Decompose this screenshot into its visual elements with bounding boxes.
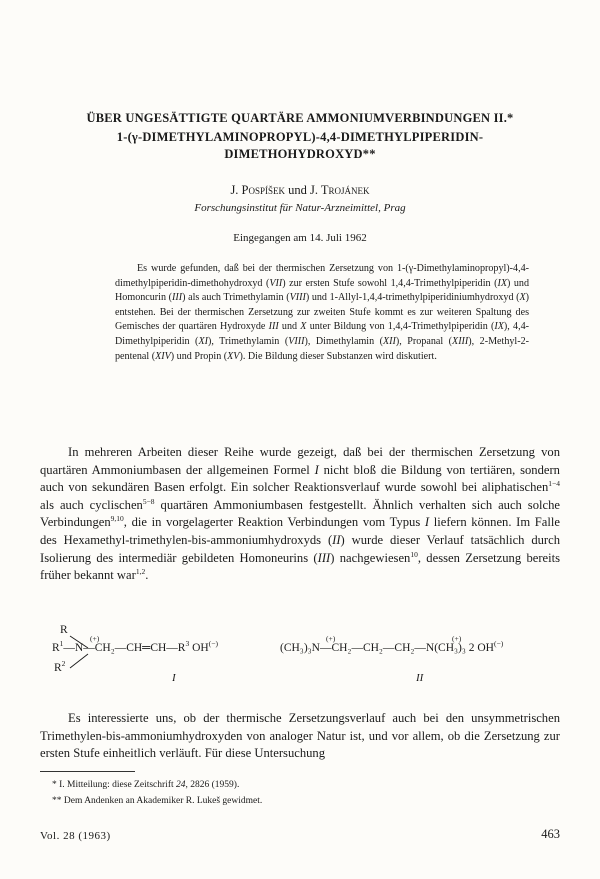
formula-II-label: II: [416, 672, 424, 684]
page-number: 463: [541, 827, 560, 841]
received-date: Eingegangen am 14. Juli 1962: [233, 232, 367, 244]
abstract: Es wurde gefunden, daß bei der thermischen Zersetzung von 1-(γ-Dimethylaminopropyl)-4,4-dimethylpiperidin-dimethohydroxyd (VII) zur ersten Stufe sowohl 1,4,4-Trimethylpiperidin (IX) und Homoncurin (III) als auch Trimethylamin (VIII) und 1-Allyl-1,4,4-trimethylpiperidiniumhydroxyd (X) entstehen. Bei der thermischen Zersetzung zur zweiten Stufe kommt es zur weiteren Spaltung des Gemisches der quartären Hydroxyde III und X unter Bildung von 1,4,4-Trimethylpiperidin (IX), 4,4-Dimethylpiperidin (XI), Trimethylamin (VIII), Dimethylamin (XII), Propanal (XIII), 2-Methyl-2-pentenal (XIV) und Propin (XV). Die Bildung dieser Substanzen wird diskutiert.: [115, 263, 530, 362]
structural-formulas: [52, 622, 572, 692]
article-title-line1: ÜBER UNGESÄTTIGTE QUARTÄRE AMMONIUMVERBINDUNGEN II.*: [86, 111, 514, 125]
footnote-1: * I. Mitteilung: diese Zeitschrift 24, 2826 (1959).: [52, 780, 240, 790]
formula-I-R: R: [60, 624, 68, 636]
formula-I-R2: $R^2$: [54, 659, 66, 674]
formula-I-label: I: [172, 672, 176, 684]
formula-I-bonds: [66, 630, 96, 674]
formula-II-main: (CH₃)₃N—CH₂—CH₂—CH₂—N(CH₃)₃ 2 OH(−): [280, 639, 504, 654]
footnote-divider: [40, 771, 135, 772]
body-paragraph-2: Es interessierte uns, ob der thermische Zersetzungsverlauf auch bei den unsymmetrischen Trimethylen-bis-ammoniumhydroxyden von analoger Natur ist, und vor allem, ob die Zersetzung zur ersten Stufe einheitlich verläuft. Für diese Untersuchung: [40, 711, 560, 761]
article-title-line2b: DIMETHOHYDROXYD**: [224, 147, 376, 161]
author-2: J. Trojánek: [310, 183, 370, 197]
formula-II-charge-2: (+): [452, 634, 462, 643]
formula-I-main: $R^1—N—CH_2—CH═CH—R^3$ OH(−): [52, 639, 218, 654]
article-title-line2a: 1-(γ-DIMETHYLAMINOPROPYL)-4,4-DIMETHYLPIPERIDIN-: [116, 130, 484, 144]
formula-II-charge-1: (+): [326, 634, 336, 643]
author-1: J. Pospíšek: [230, 183, 286, 197]
body-paragraph-1: In mehreren Arbeiten dieser Reihe wurde gezeigt, daß bei der thermischen Zersetzung von quartären Ammoniumbasen der allgemeinen Formel I nicht bloß die Bildung von tertiären, sondern auch von sekundären Basen erfolgt. Ein solcher Reaktionsverlauf wurde sowohl bei aliphatischen$^{1-4}$ als auch cyclischen$^{5-8}$ quartären Ammoniumbasen festgestellt. Ähnlich verhalten sich auch solche Verbindungen$^{9,10}$, die in vorgelagerter Reaktion Verbindungen vom Typus I liefern können. Im Falle des Hexamethyl-trimethylen-bis-ammoniumhydroxyds (II) wurde dieser Verlauf tatsächlich durch Isolierung des intermediär gebildeten Homoneurins (III) nachgewiesen$^{10}$, dessen Zersetzung bereits früher bekannt war$^{1,2}$.: [40, 445, 561, 583]
volume-info: Vol. 28 (1963): [40, 830, 111, 842]
institution: Forschungsinstitut für Natur-Arzneimittel, Prag: [194, 202, 406, 214]
formula-I-charge: (+): [90, 634, 100, 643]
authors: [40, 183, 560, 198]
footnote-2: ** Dem Andenken an Akademiker R. Lukeš gewidmet.: [52, 796, 263, 806]
article-title-line2: [40, 129, 560, 163]
authors-conjunction: und: [285, 183, 311, 197]
